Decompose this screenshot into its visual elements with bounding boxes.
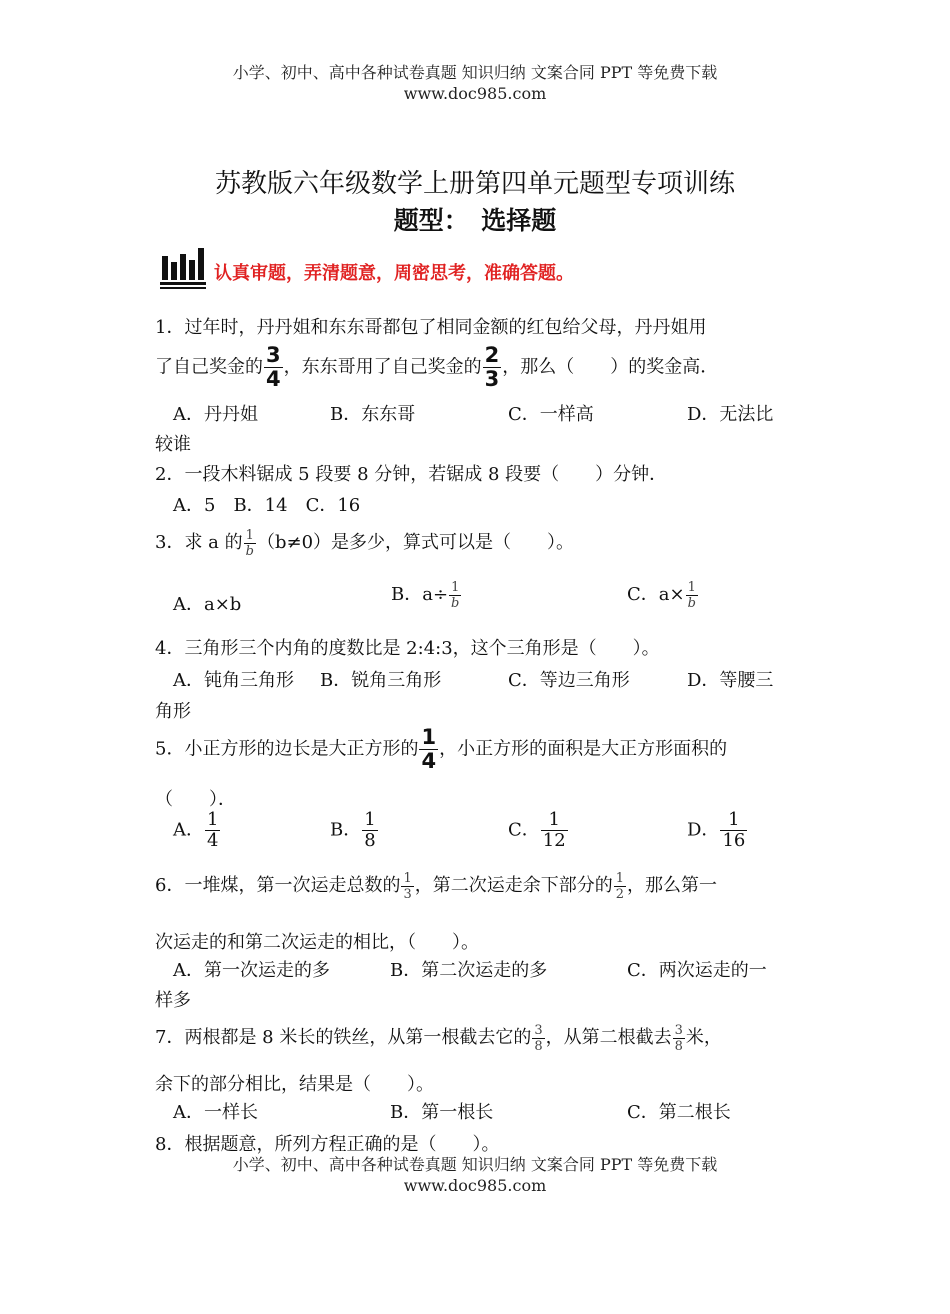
q3-option-b xyxy=(391,580,462,610)
question-5-line-1 xyxy=(155,727,727,772)
document-title: 苏教版六年级数学上册第四单元题型专项训练 xyxy=(214,169,735,199)
question-7-line-2: 余下的部分相比，结果是（ ）。 xyxy=(155,1074,434,1095)
q4-option-b: B．锐角三角形 xyxy=(320,670,442,691)
q3-option-a: A．a×b xyxy=(173,594,242,615)
question-2: 2．一段木料锯成 5 段要 8 分钟，若锯成 8 段要（ ）分钟． xyxy=(155,464,668,485)
fraction-3-8: $\frac{3}{8}$ xyxy=(534,1022,543,1054)
q5-option-a-label: A． xyxy=(173,819,204,841)
q6-option-c-wrap: 样多 xyxy=(155,990,191,1011)
q1-text-c: ，那么（ ）的奖金高． xyxy=(502,356,719,378)
question-1-line-2 xyxy=(155,345,718,390)
fraction-3-8: $\frac{3}{8}$ xyxy=(674,1022,683,1054)
q1-text-a: 了自己奖金的 xyxy=(155,356,263,378)
q7-option-b: B．第一根长 xyxy=(390,1102,494,1123)
q6-text-a: 6．一堆煤，第一次运走总数的 xyxy=(155,875,401,896)
q3-text-a: 3．求 a 的 xyxy=(155,532,243,553)
q1-option-d: D．无法比 xyxy=(687,404,774,425)
fraction-3-4: $\frac{3}{4}$ xyxy=(266,343,281,391)
q3-text-b: （b≠0）是多少，算式可以是（ ）。 xyxy=(256,532,575,553)
q1-option-d-wrap: 较谁 xyxy=(155,434,191,455)
q4-option-a: A．钝角三角形 xyxy=(173,670,294,691)
bookshelf-icon xyxy=(160,244,208,290)
page-header-text: 小学、初中、高中各种试卷真题 知识归纳 文案合同 PPT 等免费下载 xyxy=(232,63,718,82)
fraction-1-4: $\frac{1}{4}$ xyxy=(207,809,219,851)
q6-option-a: A．第一次运走的多 xyxy=(173,960,330,981)
question-6-line-2: 次运走的和第二次运走的相比，（ ）。 xyxy=(155,932,479,953)
q5-text-a: 5．小正方形的边长是大正方形的 xyxy=(155,738,419,760)
fraction-1-16: $\frac{1}{16}$ xyxy=(722,809,746,851)
q6-option-b: B．第二次运走的多 xyxy=(390,960,548,981)
fraction-1-8: $\frac{1}{8}$ xyxy=(364,809,376,851)
question-4: 4．三角形三个内角的度数比是 2:4:3，这个三角形是（ ）。 xyxy=(155,638,660,659)
question-3 xyxy=(155,528,574,558)
q4-option-c: C．等边三角形 xyxy=(508,670,630,691)
page-footer-text: 小学、初中、高中各种试卷真题 知识归纳 文案合同 PPT 等免费下载 xyxy=(232,1155,718,1174)
question-8: 8．根据题意，所列方程正确的是（ ）。 xyxy=(155,1134,500,1155)
q5-option-d-label: D． xyxy=(687,819,720,841)
q1-option-a: A．丹丹姐 xyxy=(173,404,258,425)
fraction-1-b: $\frac{1}{b}$ xyxy=(687,579,696,611)
q6-text-c: ，那么第一 xyxy=(627,875,718,896)
q3-option-c-text: C．a× xyxy=(627,584,685,605)
q7-text-b: ，从第二根截去 xyxy=(545,1027,672,1048)
q6-option-c: C．两次运走的一 xyxy=(627,960,767,981)
page-header-url: www.doc985.com xyxy=(403,84,547,103)
q3-option-c xyxy=(627,580,699,610)
q7-option-a: A．一样长 xyxy=(173,1102,258,1123)
q7-option-c: C．第二根长 xyxy=(627,1102,731,1123)
q5-option-d xyxy=(687,811,748,850)
q5-option-a xyxy=(173,811,221,850)
fraction-1-b: $\frac{1}{b}$ xyxy=(245,527,254,559)
fraction-2-3: $\frac{2}{3}$ xyxy=(484,343,500,391)
q5-option-b xyxy=(330,811,379,850)
fraction-1-4: $\frac{1}{4}$ xyxy=(421,725,437,773)
q7-text-c: 米， xyxy=(685,1027,722,1048)
q6-text-b: ，第二次运走余下部分的 xyxy=(414,875,613,896)
q4-option-d: D．等腰三 xyxy=(687,670,774,691)
fraction-1-b: $\frac{1}{b}$ xyxy=(451,579,460,611)
document-subtitle: 题型： 选择题 xyxy=(393,206,557,235)
question-5-line-2: （ ）． xyxy=(155,789,236,810)
fraction-1-3: $\frac{1}{3}$ xyxy=(403,870,412,902)
q4-option-d-wrap: 角形 xyxy=(155,701,191,722)
q5-text-b: ，小正方形的面积是大正方形面积的 xyxy=(439,738,728,760)
q5-option-b-label: B． xyxy=(330,819,362,841)
q1-option-b: B．东东哥 xyxy=(330,404,416,425)
q1-option-c: C．一样高 xyxy=(508,404,594,425)
question-7-line-1 xyxy=(155,1023,722,1053)
instruction-banner: 认真审题，弄清题意，周密思考，准确答题。 xyxy=(214,263,574,284)
fraction-1-12: $\frac{1}{12}$ xyxy=(542,809,566,851)
q5-option-c-label: C． xyxy=(508,819,540,841)
q1-text-b: ，东东哥用了自己奖金的 xyxy=(283,356,482,378)
q5-option-c xyxy=(508,811,569,850)
q2-options: A．5 B．14 C．16 xyxy=(173,495,361,516)
question-1-line-1: 1．过年时，丹丹姐和东东哥都包了相同金额的红包给父母，丹丹姐用 xyxy=(155,317,707,338)
q7-text-a: 7．两根都是 8 米长的铁丝，从第一根截去它的 xyxy=(155,1027,532,1048)
fraction-1-2: $\frac{1}{2}$ xyxy=(615,870,625,902)
q3-option-b-text: B．a÷ xyxy=(391,584,449,605)
page-footer-url: www.doc985.com xyxy=(403,1176,547,1195)
question-6-line-1 xyxy=(155,871,717,901)
